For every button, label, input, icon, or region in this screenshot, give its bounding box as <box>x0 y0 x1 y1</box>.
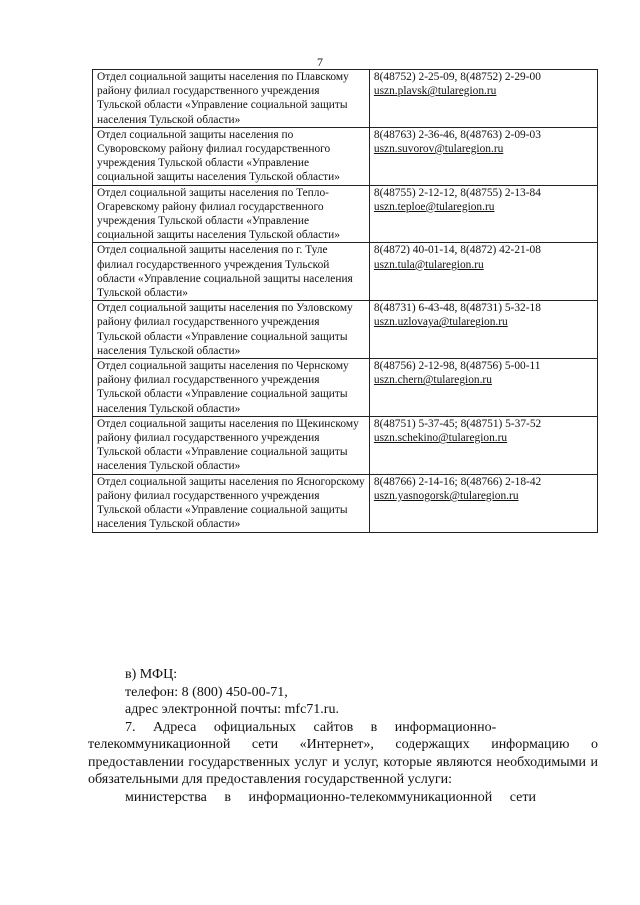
office-contacts <box>369 185 597 243</box>
office-name: Отдел социальной защиты населения по Тепло-Огаревскому району филиал государственного учреждения Тульской области «Управление социальной защиты населения Тульской области» <box>93 185 370 243</box>
office-contacts <box>369 416 597 474</box>
table-row <box>93 359 598 417</box>
office-phones: 8(4872) 40-01-14, 8(4872) 42-21-08 <box>373 244 541 257</box>
office-name: Отдел социальной защиты населения по Плавскому району филиал государственного учреждения Тульской области «Управление социальной защиты населения Тульской области» <box>93 70 370 128</box>
section-7-paragraph: телекоммуникационной сети «Интернет», содержащих информацию о предоставлении государственных услуг и услуг, которые являются необходимыми и обязательными для предоставления государственной услуги: <box>88 737 598 787</box>
office-name: Отдел социальной защиты населения по Суворовскому району филиал государственного учреждения Тульской области «Управление социальной защиты населения Тульской области» <box>93 127 370 185</box>
office-contacts <box>369 474 597 532</box>
mfc-phone: телефон: 8 (800) 450-00-71, <box>125 684 288 700</box>
section-7-first-line: 7. Адреса официальных сайтов в информационно- <box>125 719 497 735</box>
office-email-link[interactable]: uszn.uzlovaya@tularegion.ru <box>373 316 508 329</box>
office-name: Отдел социальной защиты населения по Узловскому району филиал государственного учреждения Тульской области «Управление социальной защиты населения Тульской области» <box>93 301 370 359</box>
office-phones: 8(48766) 2-14-16; 8(48766) 2-18-42 <box>373 475 542 488</box>
office-contacts <box>369 301 597 359</box>
office-email-link[interactable]: uszn.tula@tularegion.ru <box>373 258 484 271</box>
office-contacts <box>369 243 597 301</box>
office-email-link[interactable]: uszn.teploe@tularegion.ru <box>373 200 495 213</box>
office-email-link[interactable]: uszn.schekino@tularegion.ru <box>373 432 508 445</box>
office-phones: 8(48755) 2-12-12, 8(48755) 2-13-84 <box>373 186 541 199</box>
office-phones: 8(48731) 6-43-48, 8(48731) 5-32-18 <box>373 302 541 315</box>
office-contacts <box>369 127 597 185</box>
body-text <box>88 666 598 806</box>
table-row <box>93 185 598 243</box>
office-email-link[interactable]: uszn.plavsk@tularegion.ru <box>373 85 497 98</box>
office-contacts <box>369 70 597 128</box>
office-phones: 8(48756) 2-12-98, 8(48756) 5-00-11 <box>373 360 541 373</box>
office-phones: 8(48752) 2-25-09, 8(48752) 2-29-00 <box>373 71 541 83</box>
table-row <box>93 301 598 359</box>
mfc-email: адрес электронной почты: mfc71.ru. <box>125 702 339 717</box>
office-phones: 8(48751) 5-37-45; 8(48751) 5-37-52 <box>373 417 542 430</box>
ministry-line: министерства в информационно-телекоммуникационной сети <box>125 789 536 805</box>
office-name: Отдел социальной защиты населения по Ясногорскому району филиал государственного учреждения Тульской области «Управление социальной защиты населения Тульской области» <box>93 474 370 532</box>
table-row <box>93 474 598 532</box>
office-email-link[interactable]: uszn.suvorov@tularegion.ru <box>373 143 504 156</box>
office-email-link[interactable]: uszn.chern@tularegion.ru <box>373 374 492 387</box>
table-row <box>93 243 598 301</box>
office-email-link[interactable]: uszn.yasnogorsk@tularegion.ru <box>373 489 519 502</box>
table-row <box>93 416 598 474</box>
page-number: 7 <box>317 55 323 69</box>
office-phones: 8(48763) 2-36-46, 8(48763) 2-09-03 <box>373 128 541 141</box>
office-contacts <box>369 359 597 417</box>
offices-table <box>92 69 598 533</box>
office-name: Отдел социальной защиты населения по Чернскому району филиал государственного учреждения Тульской области «Управление социальной защиты населения Тульской области» <box>93 359 370 417</box>
office-name: Отдел социальной защиты населения по г. Туле филиал государственного учреждения Тульской области «Управление социальной защиты населения Тульской области» <box>93 243 370 301</box>
table-row <box>93 70 598 128</box>
mfc-heading: в) МФЦ: <box>125 667 178 682</box>
table-row <box>93 127 598 185</box>
office-name: Отдел социальной защиты населения по Щекинскому району филиал государственного учреждения Тульской области «Управление социальной защиты населения Тульской области» <box>93 416 370 474</box>
